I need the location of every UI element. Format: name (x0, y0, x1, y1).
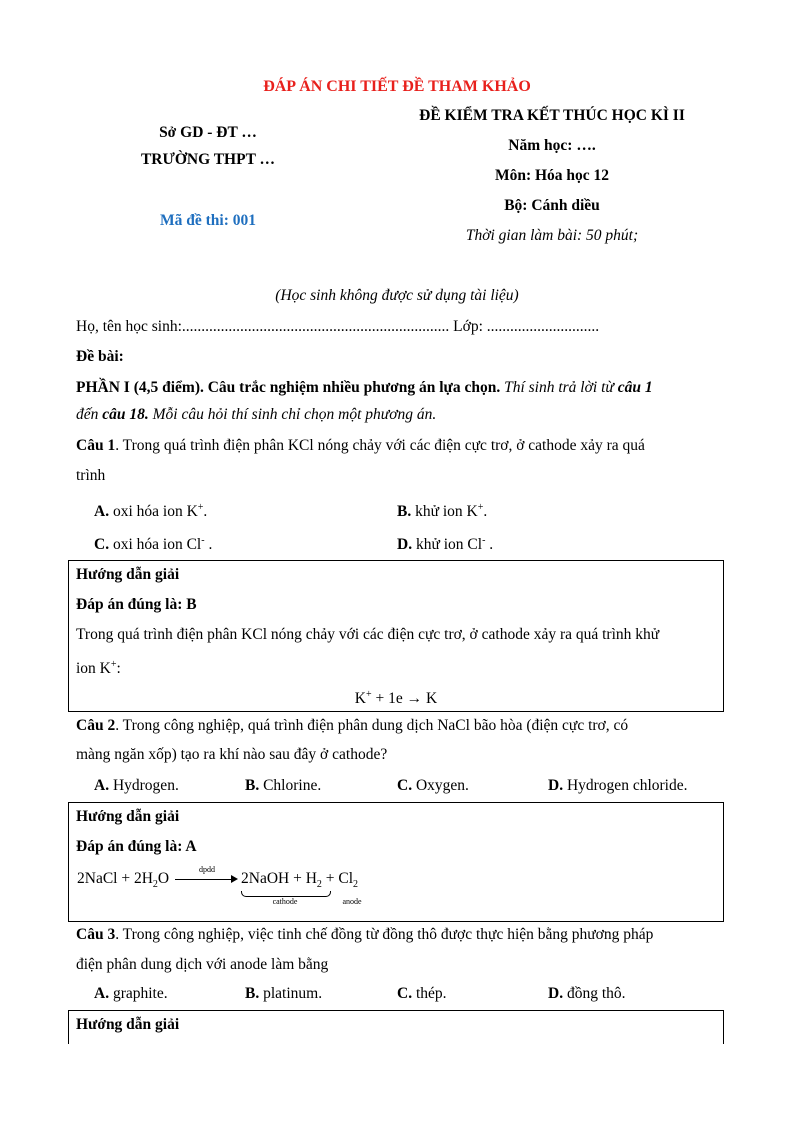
school-name: TRƯỜNG THPT … (140, 151, 276, 168)
question-text: . Trong quá trình điện phân KCl nóng chảy với các điện cực trơ, ở cathode xảy ra quá (115, 437, 645, 454)
question-1 (76, 436, 724, 456)
part1-cau1: câu 1 (617, 379, 653, 396)
school-year: Năm học: …. (508, 137, 596, 154)
q3-solution-box (68, 1010, 724, 1044)
reaction-arrow (175, 879, 233, 880)
document-title: ĐÁP ÁN CHI TIẾT ĐỀ THAM KHẢO (263, 78, 531, 95)
q2-solution-box (68, 802, 724, 922)
q2-option-c[interactable]: C. Oxygen. (397, 777, 469, 794)
reaction-equation: K+ + 1e → K (354, 689, 438, 708)
equation-products: 2NaOH + $H_2 + Cl_2$ (241, 870, 359, 891)
question-label: Câu 2 (76, 717, 116, 734)
part1-instructions-cont (76, 405, 724, 425)
question-text: . Trong công nghiệp, việc tinh chế đồng từ đồng thô được thực hiện bằng phương pháp (115, 926, 654, 943)
exam-name: ĐỀ KIỂM TRA KẾT THÚC HỌC KÌ II (419, 107, 685, 124)
question-3-cont: điện phân dung dịch với anode làm bằng (76, 956, 329, 973)
q1-solution-box (68, 560, 724, 712)
solution-title: Hướng dẫn giải (76, 808, 180, 825)
exam-duration: Thời gian làm bài: 50 phút; (465, 227, 639, 244)
part1-cau18: câu 18. (102, 406, 149, 423)
q3-option-b[interactable]: B. platinum. (245, 985, 323, 1002)
solution-answer: Đáp án đúng là: B (76, 596, 197, 613)
q3-option-d[interactable]: D. đồng thô. (548, 985, 626, 1002)
student-info-line: Họ, tên học sinh:..................................................................... Lớp: ............................. (76, 318, 600, 335)
q1-option-d[interactable]: D. khử ion Cl- . (397, 535, 494, 554)
arrow-head-icon (231, 875, 238, 883)
q2-option-d[interactable]: D. Hydrogen chloride. (548, 777, 688, 794)
q1-option-c[interactable]: C. oxi hóa ion Cl- . (94, 535, 213, 554)
anode-label: anode (342, 897, 362, 906)
q1-option-a[interactable]: A. oxi hóa ion K+. (94, 502, 208, 521)
part1-instructions (76, 378, 724, 398)
q2-option-a[interactable]: A. Hydrogen. (94, 777, 179, 794)
section-heading: Đề bài: (76, 348, 124, 365)
question-label: Câu 1 (76, 437, 116, 454)
subject: Môn: Hóa học 12 (494, 167, 610, 184)
part1-den: đến (76, 406, 103, 423)
solution-title: Hướng dẫn giải (76, 1016, 180, 1033)
q2-option-b[interactable]: B. Chlorine. (245, 777, 322, 794)
no-materials-note: (Học sinh không được sử dụng tài liệu) (275, 287, 519, 304)
exam-code: Mã đề thi: 001 (159, 212, 256, 229)
q1-option-b[interactable]: B. khử ion K+. (397, 502, 488, 521)
textbook-series: Bộ: Cánh diều (504, 197, 600, 214)
q3-option-a[interactable]: A. graphite. (94, 985, 168, 1002)
q3-option-c[interactable]: C. thép. (397, 985, 447, 1002)
solution-explanation: Trong quá trình điện phân KCl nóng chảy với các điện cực trơ, ở cathode xảy ra quá trình khử (76, 626, 660, 643)
department-name: Sở GD - ĐT … (159, 124, 257, 141)
part1-text: Thí sinh trả lời từ (500, 379, 618, 396)
question-2-cont: màng ngăn xốp) tạo ra khí nào sau đây ở cathode? (76, 746, 388, 763)
solution-explanation-cont: ion K+: (76, 659, 121, 678)
solution-answer: Đáp án đúng là: A (76, 838, 197, 855)
part1-text2: Mỗi câu hỏi thí sinh chỉ chọn một phương án. (148, 406, 437, 423)
arrow-label: dpdd (199, 865, 215, 874)
question-text: . Trong công nghiệp, quá trình điện phân dung dịch NaCl bão hòa (điện cực trơ, có (115, 717, 629, 734)
cathode-label: cathode (272, 897, 298, 906)
solution-title: Hướng dẫn giải (76, 566, 180, 583)
electrolysis-equation: 2NaCl + $2H_2O$ (77, 870, 170, 891)
question-3 (76, 925, 724, 945)
question-2 (76, 716, 724, 736)
part1-title: PHẦN I (4,5 điểm). Câu trắc nghiệm nhiều phương án lựa chọn. (76, 379, 501, 396)
question-1-cont: trình (76, 467, 106, 484)
question-label: Câu 3 (76, 926, 116, 943)
